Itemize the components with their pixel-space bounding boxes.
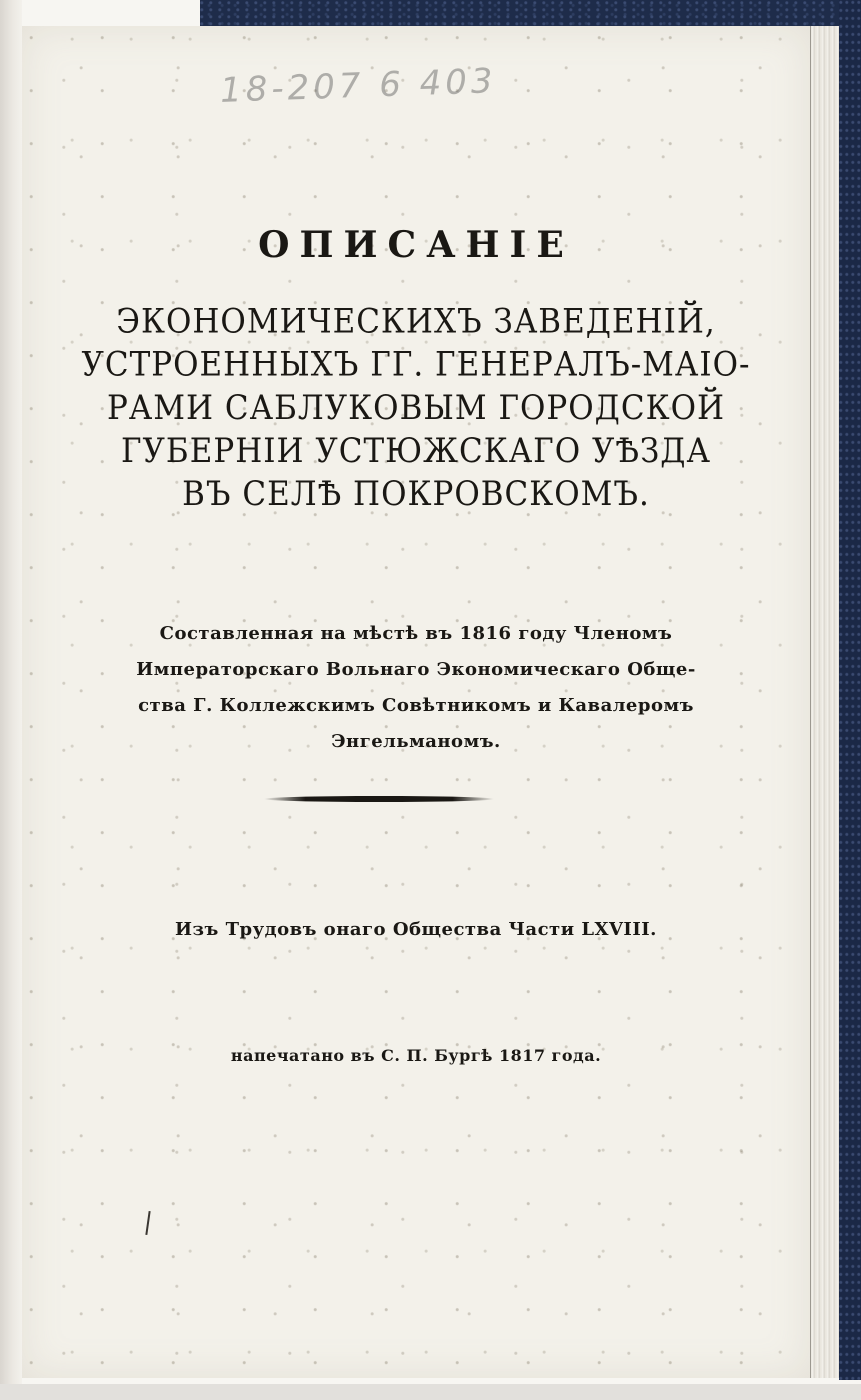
book-cover-top — [200, 0, 861, 28]
library-shelfmark: 18-207 6 403 — [219, 61, 498, 111]
page-left-shadow — [0, 0, 22, 1385]
subtitle-line: ГУБЕРНІИ УСТЮЖСКАГО УѢЗДА — [121, 431, 711, 471]
source-note: Изъ Трудовъ онаго Общества Части LXVIII. — [175, 919, 657, 940]
book-cover-right — [839, 0, 861, 1380]
compiled-line: ства Г. Коллежскимъ Совѣтникомъ и Кавалеромъ — [138, 695, 694, 716]
subtitle-line: ВЪ СЕЛѢ ПОКРОВСКОМЪ. — [182, 474, 650, 514]
compiled-line: Составленная на мѣстѣ въ 1816 году Членомъ — [159, 623, 673, 644]
compiled-line: Императорскаго Вольнаго Экономическаго Обще- — [136, 659, 696, 680]
subtitle — [22, 300, 810, 516]
imprint: напечатано въ С. П. Бургѣ 1817 года. — [230, 1046, 602, 1065]
bottom-margin — [0, 1384, 861, 1400]
title-page — [22, 26, 810, 1378]
pencil-mark — [145, 1211, 150, 1235]
page-title: ОПИСАНІЕ — [258, 224, 574, 266]
compiled-by — [22, 616, 810, 760]
page-edges — [810, 26, 841, 1378]
compiled-line: Энгельманомъ. — [331, 731, 501, 752]
subtitle-line: УСТРОЕННЫХЪ ГГ. ГЕНЕРАЛЪ-МАІО- — [81, 345, 751, 385]
ornamental-rule — [264, 796, 494, 802]
subtitle-line: РАМИ САБЛУКОВЫМ ГОРОДСКОЙ — [106, 388, 726, 428]
subtitle-line: ЭКОНОМИЧЕСКИХЪ ЗАВЕДЕНІЙ, — [116, 302, 716, 342]
